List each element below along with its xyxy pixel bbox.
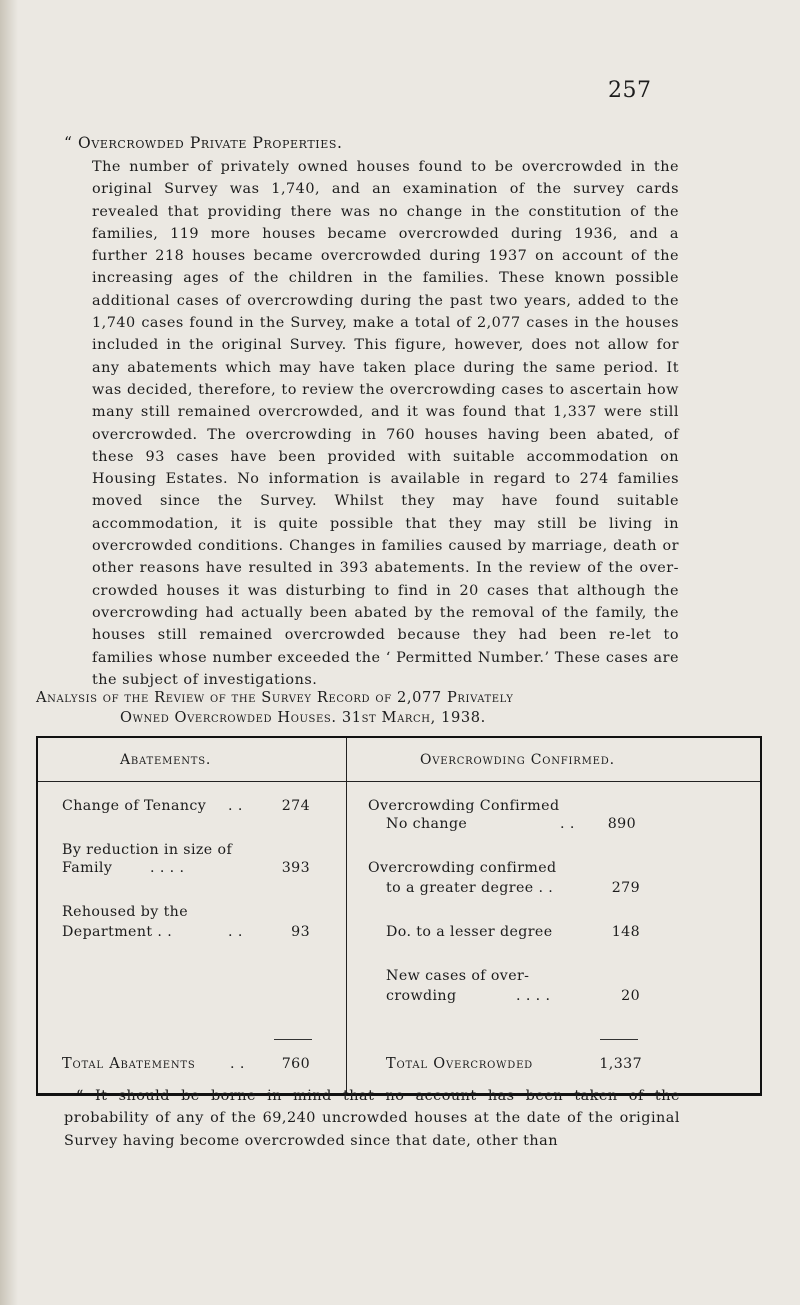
row-reduction-dots: . . . .	[150, 860, 185, 876]
row-reduction-value: 393	[281, 860, 310, 876]
row-lesser-degree-value: 148	[611, 924, 640, 940]
total-abatements-label: Total Abatements	[62, 1056, 196, 1072]
row-greater-degree-value: 279	[611, 880, 640, 896]
page-number: 257	[608, 78, 652, 103]
row-reduction-label-2: Family	[62, 860, 113, 876]
row-lesser-degree-label: Do. to a lesser degree	[386, 924, 553, 940]
table-title	[36, 688, 776, 728]
table-title-line-2: Owned Overcrowded Houses. 31st March, 1938.	[120, 709, 486, 726]
body-paragraph: The number of privately owned houses found to be overcrowded in the original Survey was 1,740, and an examination of the survey cards revealed that providing there was no change in the constitution of the families, 119 more houses became overcrowded during 1936, and a further 218 houses became overcrowded during 1937 on account of the increasing ages of the children in the families. These known possible additional cases of overcrowding during the past two years, added to the 1,740 cases found in the Survey, make a total of 2,077 cases in the houses included in the original Survey. This figure, however, does not allow for any abatements which may have taken place during the same period. It was decided, therefore, to review the overcrowding cases to ascertain how many still remained overcrowded, and it was found that 1,337 were still overcrowded. The overcrowding in 760 houses having been abated, of these 93 cases have been provided with suitable accommodation on Housing Estates. No information is available in regard to 274 families moved since the Survey. Whilst they may have found suitable accommodation, it is quite possible that they may still be living in overcrowded conditions. Changes in families caused by marriage, death or other reasons have resulted in 393 abatements. In the review of the over-crowded houses it was disturbing to find in 20 cases that although the overcrowding had actually been abated by the removal of the family, the houses still remained overcrowded because they had been re-let to families whose number exceeded the ‘ Permitted Number.’ These cases are the subject of investigations.	[92, 159, 679, 688]
header-overcrowding-confirmed: Overcrowding Confirmed.	[420, 752, 615, 768]
row-no-change-value: 890	[607, 816, 636, 832]
row-no-change-label-1: Overcrowding Confirmed	[368, 798, 560, 814]
left-sum-rule	[274, 1039, 312, 1040]
total-abatements-value: 760	[281, 1056, 310, 1072]
row-reduction-label-1: By reduction in size of	[62, 842, 233, 858]
row-change-of-tenancy-dots: . .	[228, 798, 243, 814]
header-rule	[38, 781, 760, 782]
page-edge-shadow	[0, 0, 18, 1305]
row-greater-degree-label-2: to a greater degree . .	[386, 880, 554, 896]
total-abatements-dots: . .	[230, 1056, 245, 1072]
total-overcrowded-value: 1,337	[599, 1056, 642, 1072]
row-rehoused-label-2: Department . .	[62, 924, 173, 940]
section-heading: “ Overcrowded Private Properties.	[64, 134, 343, 152]
footnote-paragraph: “ It should be borne in mind that no account has been taken of the probability of any of the 69,240 uncrowded houses at the date of the original Survey having become overcrowded since that date, other than	[64, 1088, 680, 1149]
header-abatements: Abatements.	[120, 752, 212, 768]
row-new-cases-dots: . . . .	[516, 988, 551, 1004]
analysis-table	[36, 736, 762, 1096]
row-new-cases-label-1: New cases of over-	[386, 968, 530, 984]
column-divider	[346, 738, 347, 1093]
row-change-of-tenancy-value: 274	[281, 798, 310, 814]
row-no-change-label-2: No change	[386, 816, 468, 832]
right-sum-rule	[600, 1039, 638, 1040]
row-rehoused-dots: . .	[228, 924, 243, 940]
total-overcrowded-label: Total Overcrowded	[386, 1056, 533, 1072]
row-new-cases-value: 20	[621, 988, 640, 1004]
row-new-cases-label-2: crowding	[386, 988, 457, 1004]
row-rehoused-value: 93	[291, 924, 310, 940]
table-title-line-1: Analysis of the Review of the Survey Record of 2,077 Privately	[36, 689, 514, 706]
row-change-of-tenancy-label: Change of Tenancy	[62, 798, 207, 814]
row-greater-degree-label-1: Overcrowding confirmed	[368, 860, 557, 876]
row-no-change-dots: . .	[560, 816, 575, 832]
row-rehoused-label-1: Rehoused by the	[62, 904, 189, 920]
